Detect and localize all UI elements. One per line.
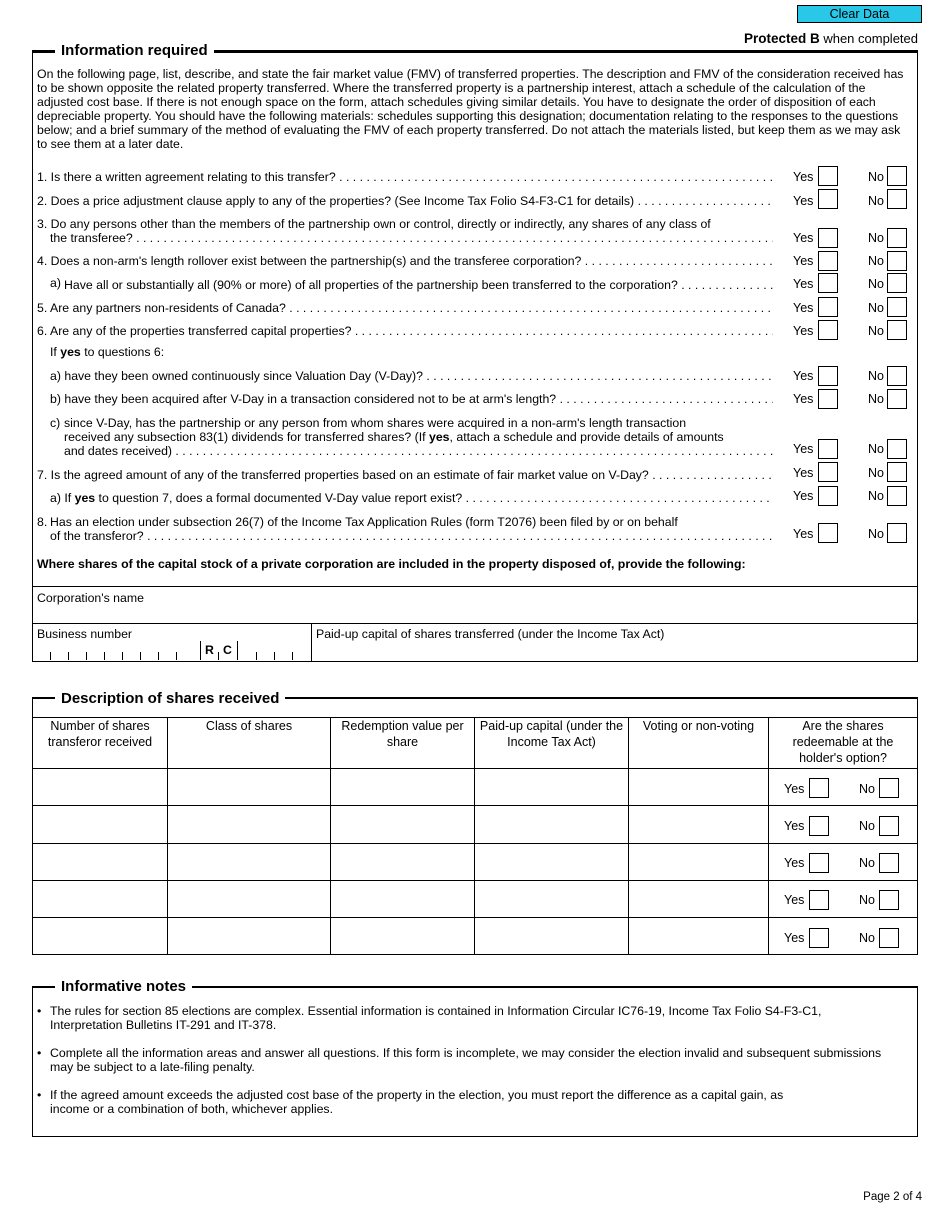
business-number-input[interactable] xyxy=(33,640,310,660)
paid-up-capital-label: Paid-up capital of shares transferred (under the Income Tax Act) xyxy=(316,627,665,641)
row5-no-checkbox[interactable] xyxy=(879,928,899,948)
rc-label-c: C xyxy=(223,643,232,657)
corporation-name-input[interactable] xyxy=(33,605,917,623)
question-8: Has an election under subsection 26(7) of the Income Tax Application Rules (form T2076) been filed by or on behalf of the transferor? . . . xyxy=(50,515,773,543)
question-3: 3. Do any persons other than the members of the partnership own or control, directly or indirectly, any shares of any class of the transferee? . . . xyxy=(37,217,773,245)
yes-label: Yes xyxy=(793,254,814,268)
column-header: Voting or non-voting xyxy=(642,719,755,733)
yes-label: Yes xyxy=(793,301,814,315)
q4-no-checkbox[interactable] xyxy=(887,251,907,271)
no-label: No xyxy=(868,442,884,456)
question-6b: b) have they been acquired after V-Day in a transaction considered not to be at arm's length? . . . xyxy=(50,392,773,406)
no-label: No xyxy=(859,893,875,907)
row4-no-checkbox[interactable] xyxy=(879,890,899,910)
corporation-name-label: Corporation's name xyxy=(37,591,144,605)
protected-b-notice: Protected B when completed xyxy=(743,31,918,46)
shares-received-title: Description of shares received xyxy=(55,690,285,708)
q6a-yes-checkbox[interactable] xyxy=(818,366,838,386)
q7a-no-checkbox[interactable] xyxy=(887,486,907,506)
question-7: 7. Is the agreed amount of any of the transferred properties based on an estimate of fair market value on V-Day? . . . xyxy=(37,468,773,482)
question-6-if-yes: If yes to questions 6: xyxy=(50,345,165,359)
q1-no-checkbox[interactable] xyxy=(887,166,907,186)
q6a-no-checkbox[interactable] xyxy=(887,366,907,386)
question-6c-letter: c) xyxy=(50,416,61,430)
yes-label: Yes xyxy=(793,369,814,383)
column-header: Redemption value per share xyxy=(341,719,464,749)
yes-label: Yes xyxy=(784,819,805,833)
question-1: 1. Is there a written agreement relating to this transfer? . . . xyxy=(37,170,773,184)
row3-yes-checkbox[interactable] xyxy=(809,853,829,873)
question-8-number: 8. xyxy=(37,515,48,529)
no-label: No xyxy=(859,856,875,870)
yes-label: Yes xyxy=(793,527,814,541)
q4-yes-checkbox[interactable] xyxy=(818,251,838,271)
column-header: Number of shares transferor received xyxy=(47,719,153,749)
no-label: No xyxy=(868,392,884,406)
information-intro: On the following page, list, describe, and state the fair market value (FMV) of transferred properties. The description and FMV of the consideration received has to be shown opposite the related property transferred. Where the transferred property is a partnership interest, attach a schedule of the calculation of the adjusted cost base. If there is not enough space on the form, attach schedules giving similar details. You have to designate the order of disposition of each depreciable property. You should have the following materials: schedules supporting this designation; documentation relating to the responses to the questions below; and a brief summary of the method of evaluating the FMV of each property transferred. Do not attach the materials listed, but keep them as we may ask to see them at a later date. xyxy=(37,67,904,151)
row2-yes-checkbox[interactable] xyxy=(809,816,829,836)
row4-yes-checkbox[interactable] xyxy=(809,890,829,910)
question-6a: a) have they been owned continuously since Valuation Day (V-Day)? . . . xyxy=(50,369,773,383)
yes-label: Yes xyxy=(793,442,814,456)
q6-yes-checkbox[interactable] xyxy=(818,320,838,340)
q6c-no-checkbox[interactable] xyxy=(887,439,907,459)
business-number-label: Business number xyxy=(37,627,133,641)
yes-label: Yes xyxy=(784,856,805,870)
row2-no-checkbox[interactable] xyxy=(879,816,899,836)
q2-yes-checkbox[interactable] xyxy=(818,189,838,209)
column-header: Class of shares xyxy=(205,719,293,733)
q1-yes-checkbox[interactable] xyxy=(818,166,838,186)
q5-yes-checkbox[interactable] xyxy=(818,297,838,317)
no-label: No xyxy=(859,819,875,833)
question-2: 2. Does a price adjustment clause apply to any of the properties? (See Income Tax Folio S4-F3-C1 for details) . . . xyxy=(37,194,773,208)
q5-no-checkbox[interactable] xyxy=(887,297,907,317)
note-item: • The rules for section 85 elections are complex. Essential information is contained in Information Circular IC76-19, Income Tax Folio S4-F3-C1, Interpretation Bulletins IT-291 and IT-378. xyxy=(37,1004,822,1032)
q2-no-checkbox[interactable] xyxy=(887,189,907,209)
no-label: No xyxy=(868,369,884,383)
rc-label-r: R xyxy=(205,643,214,657)
no-label: No xyxy=(868,324,884,338)
q7a-yes-checkbox[interactable] xyxy=(818,486,838,506)
question-4a: Have all or substantially all (90% or more) of all properties of the partnership been transferred to the corporation? . . . xyxy=(64,278,773,292)
no-label: No xyxy=(859,931,875,945)
yes-label: Yes xyxy=(793,194,814,208)
no-label: No xyxy=(868,194,884,208)
yes-label: Yes xyxy=(793,489,814,503)
row5-yes-checkbox[interactable] xyxy=(809,928,829,948)
yes-label: Yes xyxy=(793,466,814,480)
q6b-yes-checkbox[interactable] xyxy=(818,389,838,409)
no-label: No xyxy=(868,489,884,503)
q3-no-checkbox[interactable] xyxy=(887,228,907,248)
yes-label: Yes xyxy=(793,277,814,291)
no-label: No xyxy=(859,782,875,796)
no-label: No xyxy=(868,527,884,541)
q4a-yes-checkbox[interactable] xyxy=(818,273,838,293)
information-required-title: Information required xyxy=(55,42,214,60)
q6c-yes-checkbox[interactable] xyxy=(818,439,838,459)
yes-label: Yes xyxy=(793,324,814,338)
column-header: Are the shares redeemable at the holder's option? xyxy=(792,719,894,765)
page-number: Page 2 of 4 xyxy=(863,1191,922,1203)
q7-no-checkbox[interactable] xyxy=(887,462,907,482)
q3-yes-checkbox[interactable] xyxy=(818,228,838,248)
question-5: 5. Are any partners non-residents of Canada? . . . xyxy=(37,301,773,315)
row1-no-checkbox[interactable] xyxy=(879,778,899,798)
no-label: No xyxy=(868,301,884,315)
yes-label: Yes xyxy=(784,782,805,796)
yes-label: Yes xyxy=(793,231,814,245)
question-7a: a) If yes to question 7, does a formal documented V-Day value report exist? . . . xyxy=(50,491,773,505)
q8-yes-checkbox[interactable] xyxy=(818,523,838,543)
private-corporation-shares-heading: Where shares of the capital stock of a private corporation are included in the property disposed of, provide the following: xyxy=(37,557,746,571)
question-6: 6. Are any of the properties transferred capital properties? . . . xyxy=(37,324,773,338)
yes-label: Yes xyxy=(793,392,814,406)
yes-label: Yes xyxy=(784,893,805,907)
no-label: No xyxy=(868,170,884,184)
row1-yes-checkbox[interactable] xyxy=(809,778,829,798)
informative-notes-title: Informative notes xyxy=(55,978,192,996)
no-label: No xyxy=(868,254,884,268)
question-6c: since V-Day, has the partnership or any person from whom shares were acquired in a non-arm's length transaction received any subsection 83(1) dividends for transferred shares? (If yes, attach a schedule and provide details of amounts and dates received) . . . xyxy=(64,416,773,458)
no-label: No xyxy=(868,277,884,291)
column-header: Paid-up capital (under the Income Tax Act) xyxy=(479,719,624,749)
paid-up-capital-input[interactable] xyxy=(312,640,917,660)
yes-label: Yes xyxy=(784,931,805,945)
q6b-no-checkbox[interactable] xyxy=(887,389,907,409)
q4a-no-checkbox[interactable] xyxy=(887,273,907,293)
note-item: • Complete all the information areas and answer all questions. If this form is incomplete, we may consider the election invalid and subsequent submissions may be subject to a late-filing penalty. xyxy=(37,1046,882,1074)
no-label: No xyxy=(868,466,884,480)
row3-no-checkbox[interactable] xyxy=(879,853,899,873)
note-item: • If the agreed amount exceeds the adjusted cost base of the property in the election, you must report the difference as a capital gain, as income or a combination of both, whichever applies. xyxy=(37,1088,784,1116)
q7-yes-checkbox[interactable] xyxy=(818,462,838,482)
question-4a-letter: a) xyxy=(50,276,61,290)
yes-label: Yes xyxy=(793,170,814,184)
no-label: No xyxy=(868,231,884,245)
q8-no-checkbox[interactable] xyxy=(887,523,907,543)
q6-no-checkbox[interactable] xyxy=(887,320,907,340)
question-4: 4. Does a non-arm's length rollover exist between the partnership(s) and the transferee corporation? . . . xyxy=(37,254,773,268)
clear-data-button[interactable]: Clear Data xyxy=(797,5,922,23)
